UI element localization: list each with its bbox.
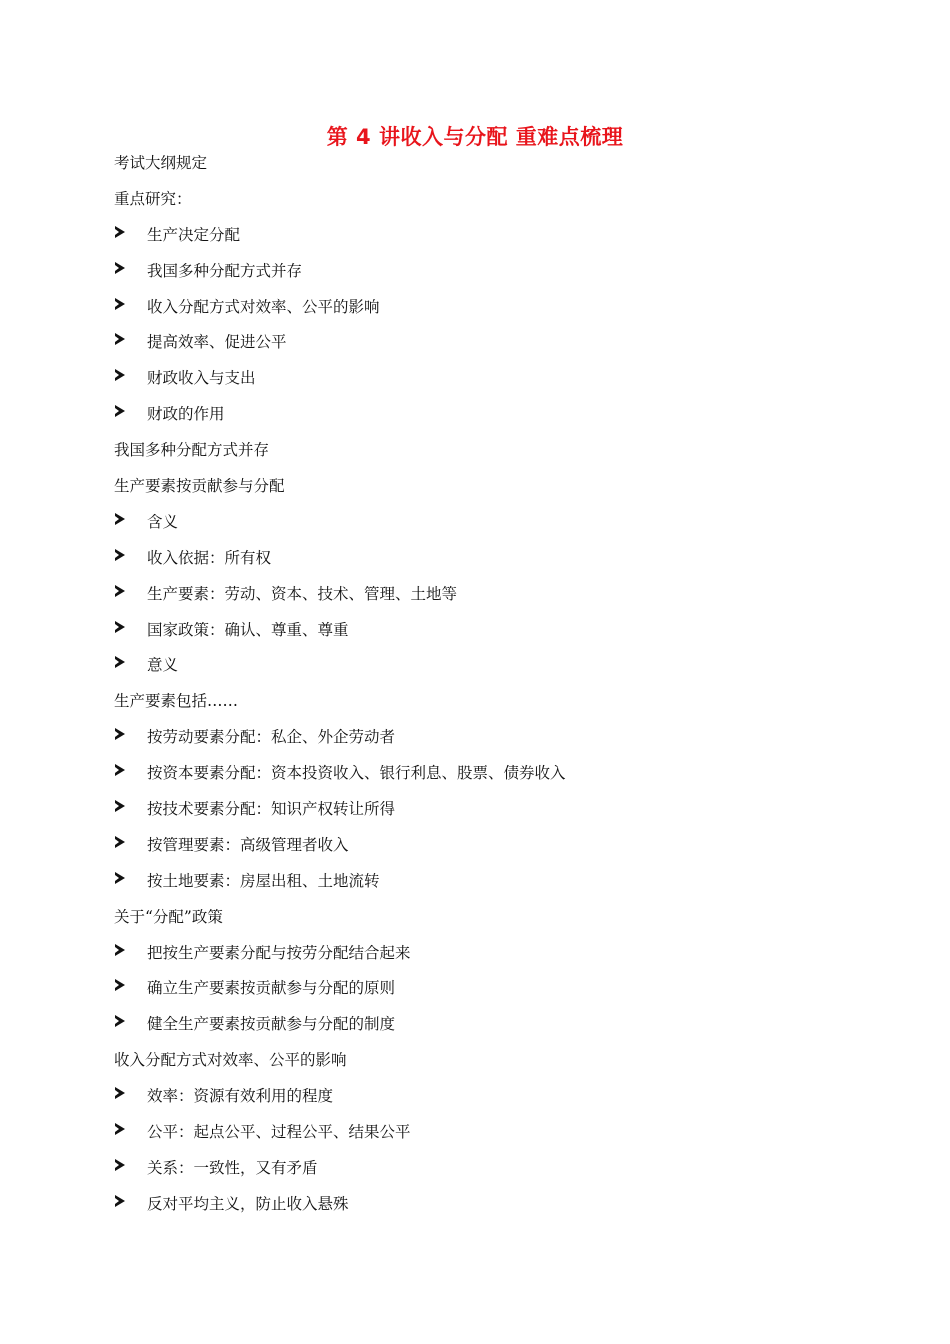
arrowhead-bullet-icon — [114, 298, 147, 314]
bullet-text: 按技术要素分配：知识产权转让所得 — [147, 799, 396, 818]
bullet-item — [114, 1113, 874, 1149]
section-heading: 我国多种分配方式并存 — [114, 441, 270, 460]
section-heading: 关于“分配”政策 — [114, 907, 223, 926]
arrowhead-bullet-icon — [114, 1123, 147, 1139]
bullet-text: 按土地要素：房屋出租、土地流转 — [147, 871, 380, 890]
bullet-text: 按资本要素分配：资本投资收入、银行利息、股票、债券收入 — [147, 764, 566, 783]
arrowhead-bullet-icon — [114, 944, 147, 960]
arrowhead-bullet-icon — [114, 1159, 147, 1175]
bullet-text: 我国多种分配方式并存 — [147, 261, 303, 280]
bullet-text: 确立生产要素按贡献参与分配的原则 — [147, 979, 396, 998]
bullet-item — [114, 323, 874, 359]
arrowhead-bullet-icon — [114, 1195, 147, 1211]
bullet-text: 关系：一致性，又有矛盾 — [147, 1158, 318, 1177]
arrowhead-bullet-icon — [114, 226, 147, 242]
bullet-text: 健全生产要素按贡献参与分配的制度 — [147, 1015, 396, 1034]
bullet-text: 财政的作用 — [147, 405, 225, 424]
bullet-text: 按劳动要素分配：私企、外企劳动者 — [147, 728, 396, 747]
arrowhead-bullet-icon — [114, 872, 147, 888]
arrowhead-bullet-icon — [114, 764, 147, 780]
bullet-item — [114, 754, 874, 790]
bullet-item — [114, 646, 874, 682]
bullet-text: 生产决定分配 — [147, 225, 241, 244]
arrowhead-bullet-icon — [114, 728, 147, 744]
bullet-item — [114, 826, 874, 862]
bullet-item — [114, 1005, 874, 1041]
bullet-item — [114, 862, 874, 898]
arrowhead-bullet-icon — [114, 369, 147, 385]
bullet-text: 财政收入与支出 — [147, 369, 256, 388]
bullet-item — [114, 252, 874, 288]
bullet-item — [114, 216, 874, 252]
bullet-item — [114, 288, 874, 324]
bullet-text: 国家政策：确认、尊重、尊重 — [147, 620, 349, 639]
arrowhead-bullet-icon — [114, 262, 147, 278]
bullet-item — [114, 539, 874, 575]
bullet-item — [114, 1149, 874, 1185]
bullet-text: 把按生产要素分配与按劳分配结合起来 — [147, 943, 411, 962]
section-heading: 考试大纲规定 — [114, 153, 208, 172]
arrowhead-bullet-icon — [114, 405, 147, 421]
bullet-item — [114, 1185, 874, 1221]
bullet-text: 含义 — [147, 512, 179, 531]
bullet-item — [114, 934, 874, 970]
bullet-item — [114, 575, 874, 611]
bullet-item — [114, 790, 874, 826]
page-title: 第 4 讲收入与分配 重难点梳理 — [326, 125, 624, 149]
arrowhead-bullet-icon — [114, 333, 147, 349]
bullet-text: 收入依据：所有权 — [147, 548, 272, 567]
bullet-text: 效率：资源有效利用的程度 — [147, 1087, 334, 1106]
arrowhead-bullet-icon — [114, 549, 147, 565]
bullet-text: 按管理要素：高级管理者收入 — [147, 835, 349, 854]
document-body — [114, 144, 874, 1221]
bullet-item — [114, 1077, 874, 1113]
bullet-text: 生产要素：劳动、资本、技术、管理、土地等 — [147, 584, 458, 603]
bullet-text: 意义 — [147, 656, 179, 675]
bullet-text: 收入分配方式对效率、公平的影响 — [147, 297, 380, 316]
bullet-item — [114, 359, 874, 395]
arrowhead-bullet-icon — [114, 836, 147, 852]
arrowhead-bullet-icon — [114, 513, 147, 529]
section-heading: 生产要素按贡献参与分配 — [114, 476, 285, 495]
bullet-item — [114, 969, 874, 1005]
section-heading: 重点研究： — [114, 189, 192, 208]
arrowhead-bullet-icon — [114, 800, 147, 816]
section-heading: 收入分配方式对效率、公平的影响 — [114, 1051, 347, 1070]
arrowhead-bullet-icon — [114, 1015, 147, 1031]
bullet-text: 公平：起点公平、过程公平、结果公平 — [147, 1122, 411, 1141]
bullet-item — [114, 718, 874, 754]
arrowhead-bullet-icon — [114, 585, 147, 601]
arrowhead-bullet-icon — [114, 621, 147, 637]
bullet-item — [114, 503, 874, 539]
bullet-item — [114, 395, 874, 431]
bullet-item — [114, 611, 874, 647]
arrowhead-bullet-icon — [114, 979, 147, 995]
section-heading: 生产要素包括…… — [114, 692, 239, 711]
bullet-text: 提高效率、促进公平 — [147, 333, 287, 352]
bullet-text: 反对平均主义，防止收入悬殊 — [147, 1194, 349, 1213]
arrowhead-bullet-icon — [114, 1087, 147, 1103]
arrowhead-bullet-icon — [114, 656, 147, 672]
